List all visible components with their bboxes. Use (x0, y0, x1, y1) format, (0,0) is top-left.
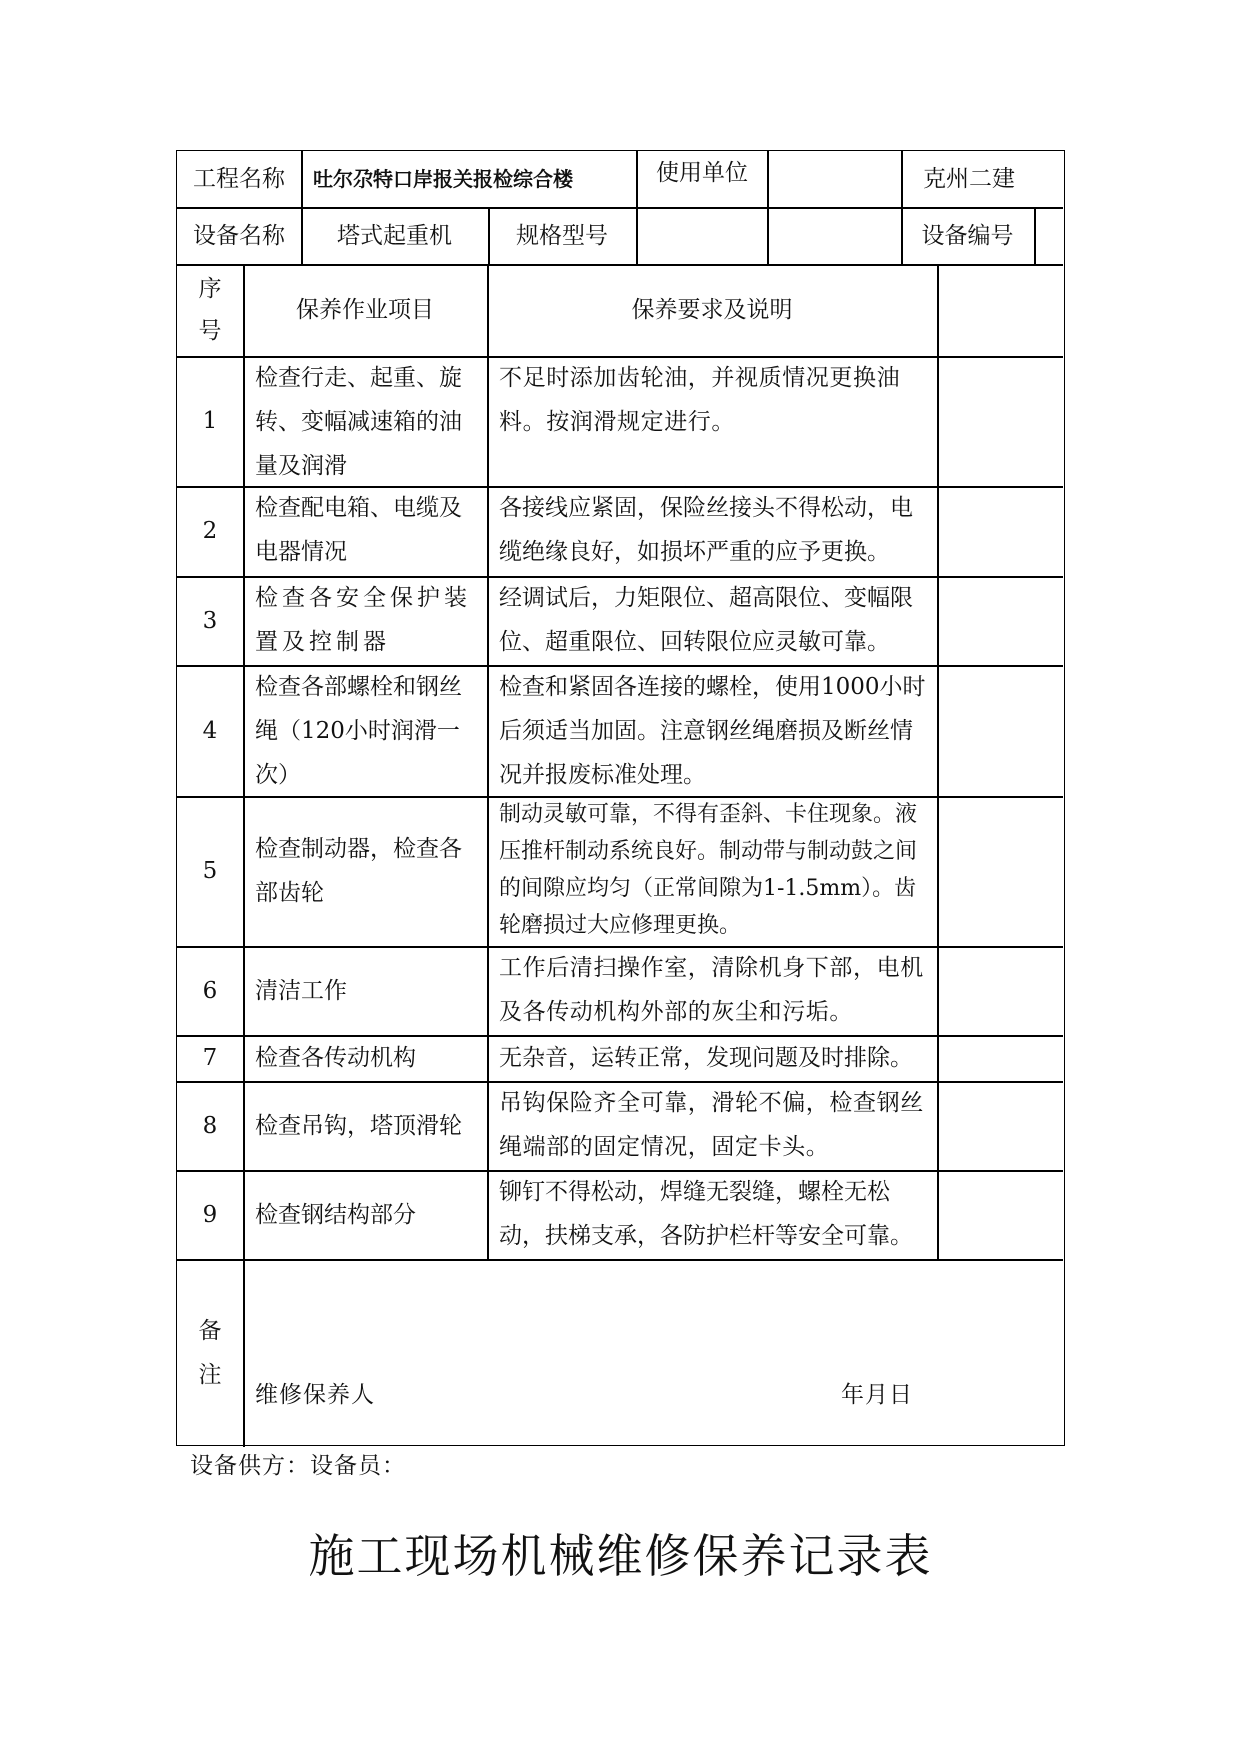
document-title: 施工现场机械维修保养记录表 (308, 1529, 933, 1583)
col-divider (487, 264, 489, 1260)
maintenance-requirement: 不足时添加齿轮油，并视质情况更换油料。按润滑规定进行。 (499, 365, 901, 435)
row-number: 4 (202, 717, 218, 744)
row-number: 9 (202, 1201, 218, 1228)
maintenance-item: 检查吊钩，塔顶滑轮 (255, 1112, 462, 1139)
maintenance-requirement: 经调试后，力矩限位、超高限位、变幅限位、超重限位、回转限位应灵敏可靠。 (499, 585, 913, 655)
col-divider (767, 151, 769, 264)
requirement-column-header: 保养要求及说明 (631, 297, 793, 323)
row-number: 1 (202, 408, 218, 434)
maintenance-item: 检查行走、起重、旋转、变幅减速箱的油量及润滑 (255, 365, 462, 479)
col-divider (937, 264, 939, 1260)
equipment-number-value (1034, 207, 1063, 264)
row-number: 2 (202, 518, 218, 544)
maintenance-requirement: 吊钩保险齐全可靠，滑轮不偏，检查钢丝绳端部的固定情况，固定卡头。 (499, 1090, 924, 1160)
project-name-value: 吐尔尕特口岸报关报检综合楼 (313, 167, 573, 191)
row-number: 8 (202, 1112, 218, 1139)
equipment-name-value: 塔式起重机 (337, 222, 452, 249)
remarks-label: 备注 (198, 1318, 222, 1388)
maintenance-item: 检查钢结构部分 (255, 1201, 416, 1228)
maintenance-item: 检查制动器，检查各部齿轮 (255, 836, 462, 906)
using-unit-value: 克州二建 (923, 166, 1015, 192)
maintenance-requirement: 工作后清扫操作室，清除机身下部，电机及各传动机构外部的灰尘和污垢。 (499, 955, 924, 1025)
maintenance-requirement: 铆钉不得松动，焊缝无裂缝，螺栓无松动，扶梯支承，各防护栏杆等安全可靠。 (499, 1179, 913, 1249)
equipment-name-label: 设备名称 (193, 222, 285, 249)
item-column-header: 保养作业项目 (296, 297, 434, 323)
maintenance-requirement: 无杂音，运转正常，发现问题及时排除。 (499, 1045, 913, 1071)
equipment-number-label: 设备编号 (921, 222, 1014, 249)
maintenance-item: 检查各传动机构 (255, 1045, 416, 1071)
model-label: 规格型号 (516, 222, 608, 249)
maintainer-label: 维修保养人 (255, 1382, 375, 1408)
using-unit-label: 使用单位 (656, 160, 748, 186)
row-divider (177, 1259, 1063, 1261)
maintenance-requirement: 检查和紧固各连接的螺栓，使用1000小时后须适当加固。注意钢丝绳磨损及断丝情况并报废标准处理。 (499, 674, 926, 788)
maintenance-requirement: 各接线应紧固，保险丝接头不得松动，电缆绝缘良好，如损坏严重的应予更换。 (499, 495, 913, 565)
row-number: 5 (202, 858, 218, 884)
maintenance-item: 检查配电箱、电缆及电器情况 (255, 495, 462, 565)
project-name-label: 工程名称 (193, 166, 285, 192)
model-value (636, 207, 767, 264)
col-divider (243, 264, 245, 1447)
footer-signatures: 设备供方：设备员： (190, 1453, 406, 1479)
maintenance-requirement: 制动灵敏可靠，不得有歪斜、卡住现象。液压推杆制动系统良好。制动带与制动鼓之间的间隙应均匀（正常间隙为1-1.5mm）。齿轮磨损过大应修理更换。 (499, 802, 918, 938)
seq-column-header: 序号 (198, 276, 222, 344)
date-label: 年月日 (841, 1382, 913, 1408)
row-number: 6 (202, 977, 218, 1004)
row-number: 3 (202, 607, 218, 634)
maintenance-item: 清洁工作 (255, 977, 347, 1004)
maintenance-item: 检查各部螺栓和钢丝绳（120小时润滑一次） (255, 674, 462, 788)
maintenance-record-form (176, 150, 1065, 1446)
maintenance-item: 检查各安全保护装置及控制器 (255, 585, 471, 655)
row-number: 7 (202, 1045, 218, 1071)
